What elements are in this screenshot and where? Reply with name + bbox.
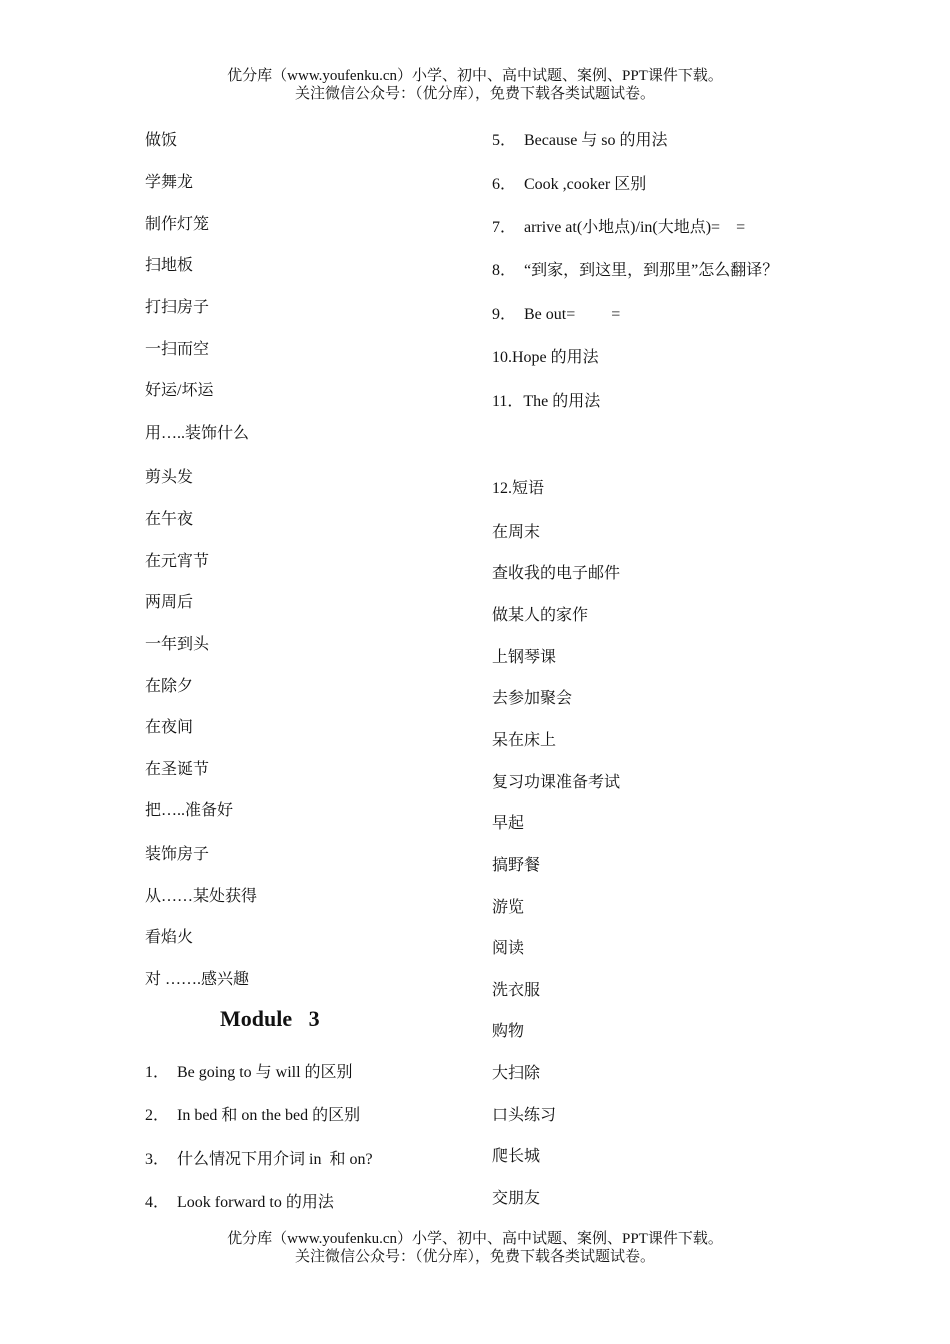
vocab-item: 学舞龙 [145,174,194,191]
phrases-heading: 12.短语 [492,480,545,497]
question-item: 3． 什么情况下用介词 in 和 on? [145,1151,373,1168]
question-item: 10.Hope 的用法 [492,349,599,366]
phrase-item: 交朋友 [492,1190,541,1207]
header-line-2: 关注微信公众号：（优分库），免费下载各类试题试卷。 [294,86,655,102]
vocab-item: 把…..准备好 [145,802,234,819]
question-item: 2． In bed 和 on the bed 的区别 [145,1107,361,1124]
question-item: 9． Be out= = [492,306,621,323]
header-line-1: 优分库（www.youfenku.cn）小学、初中、高中试题、案例、PPT课件下载。 [227,68,723,84]
phrase-item: 在周末 [492,524,541,541]
vocab-item: 装饰房子 [145,846,210,863]
phrase-item: 搞野餐 [492,857,541,874]
phrase-item: 呆在床上 [492,732,557,749]
phrase-item: 游览 [492,899,525,916]
phrase-item: 洗衣服 [492,982,541,999]
phrase-item: 去参加聚会 [492,690,573,707]
vocab-item: 用…..装饰什么 [145,425,250,442]
vocab-item: 在圣诞节 [145,761,210,778]
vocab-item: 做饭 [145,132,178,149]
vocab-item: 两周后 [145,594,194,611]
vocab-item: 在夜间 [145,719,194,736]
phrase-item: 做某人的家作 [492,607,589,624]
phrase-item: 口头练习 [492,1107,557,1124]
module-title: Module 3 [220,1006,320,1031]
page-header [0,67,950,103]
phrase-item: 查收我的电子邮件 [492,565,621,582]
vocab-item: 在午夜 [145,511,194,528]
page-footer [0,1230,950,1266]
question-item: 4． Look forward to 的用法 [145,1194,334,1211]
footer-line-2: 关注微信公众号：（优分库），免费下载各类试题试卷。 [294,1249,655,1265]
vocab-item: 好运/坏运 [145,382,214,399]
vocab-item: 制作灯笼 [145,216,210,233]
question-item: 8． “到家，到这里，到那里”怎么翻译？ [492,262,779,279]
question-item: 5． Because 与 so 的用法 [492,132,668,149]
vocab-item: 一年到头 [145,636,210,653]
vocab-item: 打扫房子 [145,299,210,316]
phrase-item: 爬长城 [492,1148,541,1165]
vocab-item: 一扫而空 [145,341,210,358]
vocab-item: 在元宵节 [145,553,210,570]
question-item: 6． Cook ,cooker 区别 [492,176,647,193]
phrase-item: 早起 [492,815,525,832]
phrase-item: 上钢琴课 [492,649,557,666]
vocab-item: 从……某处获得 [145,888,258,905]
question-item: 7． arrive at(小地点)/in(大地点)= = [492,219,746,236]
phrase-item: 购物 [492,1023,525,1040]
phrase-item: 阅读 [492,940,525,957]
vocab-item: 对 …….感兴趣 [145,971,250,988]
question-item: 1． Be going to 与 will 的区别 [145,1064,353,1081]
vocab-item: 扫地板 [145,257,194,274]
phrase-item: 复习功课准备考试 [492,774,621,791]
question-item: 11．The 的用法 [492,393,601,410]
vocab-item: 剪头发 [145,469,194,486]
vocab-item: 在除夕 [145,678,194,695]
vocab-item: 看焰火 [145,929,194,946]
phrase-item: 大扫除 [492,1065,541,1082]
footer-line-1: 优分库（www.youfenku.cn）小学、初中、高中试题、案例、PPT课件下载。 [227,1231,723,1247]
